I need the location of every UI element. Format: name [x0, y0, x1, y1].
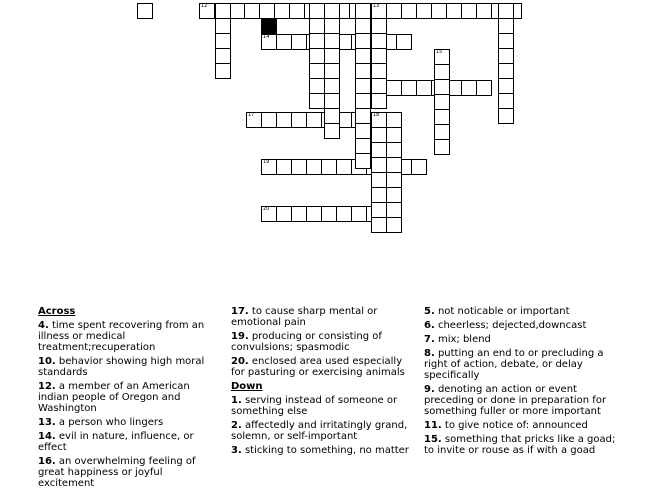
grid-cell[interactable]	[324, 48, 340, 64]
clue-across-16: 16. an overwhelming feeling of great happiness or joyful excitement	[38, 456, 196, 489]
grid-cell[interactable]	[386, 172, 402, 188]
clue-across-10: 10. behavior showing high moral standards	[38, 356, 205, 378]
grid-cell[interactable]	[199, 3, 215, 19]
grid-cell[interactable]	[355, 108, 371, 124]
grid-cell[interactable]	[324, 33, 340, 49]
grid-cell[interactable]	[386, 127, 402, 143]
grid-cell[interactable]	[434, 64, 450, 80]
grid-cell[interactable]	[291, 34, 307, 50]
grid-cell[interactable]	[324, 18, 340, 34]
grid-cell[interactable]	[411, 159, 427, 175]
grid-cell[interactable]	[355, 138, 371, 154]
grid-cell[interactable]	[355, 123, 371, 139]
grid-cell[interactable]	[476, 80, 492, 96]
grid-cell[interactable]	[351, 206, 367, 222]
grid-cell[interactable]	[401, 80, 417, 96]
grid-cell[interactable]	[498, 93, 514, 109]
grid-cell[interactable]	[306, 206, 322, 222]
grid-cell[interactable]	[355, 33, 371, 49]
clue-down-15: 15. something that pricks like a goad; to invite or rouse as if with a goad	[424, 434, 616, 456]
grid-cell[interactable]	[371, 172, 387, 188]
clue-across-14: 14. evil in nature, influence, or effect	[38, 431, 194, 453]
grid-cell[interactable]	[498, 48, 514, 64]
grid-cell[interactable]	[371, 127, 387, 143]
grid-cell[interactable]	[371, 63, 387, 79]
grid-cell[interactable]	[434, 139, 450, 155]
clue-down-7: 7. mix; blend	[424, 334, 491, 345]
grid-cell[interactable]	[498, 63, 514, 79]
cell-number: 18	[373, 112, 380, 118]
grid-cell[interactable]	[324, 123, 340, 139]
grid-cell[interactable]	[259, 3, 275, 19]
grid-cell[interactable]	[371, 78, 387, 94]
grid-cell[interactable]	[355, 93, 371, 109]
clue-down-3: 3. sticking to something, no matter	[231, 445, 409, 456]
grid-cell[interactable]	[371, 217, 387, 233]
grid-cell[interactable]	[321, 159, 337, 175]
grid-cell[interactable]	[461, 3, 477, 19]
grid-cell[interactable]	[371, 157, 387, 173]
grid-cell[interactable]	[498, 18, 514, 34]
grid-cell[interactable]	[246, 112, 262, 128]
grid-cell[interactable]	[276, 34, 292, 50]
grid-cell[interactable]	[355, 78, 371, 94]
grid-cell[interactable]	[434, 124, 450, 140]
grid-cell[interactable]	[386, 3, 402, 19]
clue-down-8: 8. putting an end to or precluding a right of action, debate, or delay specifically	[424, 348, 604, 381]
grid-cell[interactable]	[215, 33, 231, 49]
grid-cell[interactable]	[416, 3, 432, 19]
across-heading: Across	[38, 306, 76, 317]
cell-number: 19	[263, 159, 270, 165]
grid-cell[interactable]	[276, 206, 292, 222]
clue-down-2: 2. affectedly and irritatingly grand, solemn, or self-important	[231, 420, 408, 442]
clue-down-11: 11. to give notice of: announced	[424, 420, 588, 431]
grid-cell[interactable]	[324, 78, 340, 94]
cell-number: 14	[263, 34, 270, 40]
grid-cell[interactable]	[309, 3, 325, 19]
grid-cell[interactable]	[446, 3, 462, 19]
clue-across-12: 12. a member of an American indian people of Oregon and Washington	[38, 381, 190, 414]
cell-number: 20	[263, 206, 270, 212]
grid-cell[interactable]	[431, 3, 447, 19]
grid-cell[interactable]	[215, 18, 231, 34]
grid-cell[interactable]	[306, 159, 322, 175]
grid-cell[interactable]	[371, 187, 387, 203]
clue-down-1: 1. serving instead of someone or something else	[231, 395, 398, 417]
grid-cell[interactable]	[355, 153, 371, 169]
grid-cell[interactable]	[355, 18, 371, 34]
grid-cell[interactable]	[434, 49, 450, 65]
grid-cell[interactable]	[386, 217, 402, 233]
grid-cell[interactable]	[416, 80, 432, 96]
clue-across-13: 13. a person who lingers	[38, 417, 164, 428]
grid-cell[interactable]	[324, 93, 340, 109]
grid-cell[interactable]	[309, 33, 325, 49]
clues-column-1	[38, 306, 220, 492]
grid-cell[interactable]	[309, 63, 325, 79]
grid-cell[interactable]	[215, 63, 231, 79]
grid-cell[interactable]	[215, 3, 231, 19]
clue-across-17: 17. to cause sharp mental or emotional pain	[231, 306, 378, 328]
grid-cell[interactable]	[309, 48, 325, 64]
grid-cell[interactable]	[336, 206, 352, 222]
grid-cell[interactable]	[324, 108, 340, 124]
grid-cell[interactable]	[386, 157, 402, 173]
grid-cell[interactable]	[371, 112, 387, 128]
clue-down-5: 5. not noticable or important	[424, 306, 570, 317]
grid-cell[interactable]	[371, 18, 387, 34]
grid-cell[interactable]	[401, 3, 417, 19]
grid-cell[interactable]	[276, 159, 292, 175]
grid-cell[interactable]	[215, 48, 231, 64]
grid-cell[interactable]	[309, 18, 325, 34]
cell-number: 12	[201, 3, 208, 9]
grid-cell[interactable]	[371, 93, 387, 109]
grid-cell[interactable]	[261, 34, 277, 50]
grid-cell[interactable]	[498, 3, 514, 19]
grid-cell[interactable]	[261, 159, 277, 175]
grid-cell[interactable]	[434, 94, 450, 110]
clues-column-3	[424, 306, 620, 459]
grid-cell[interactable]	[261, 206, 277, 222]
grid-cell[interactable]	[261, 112, 277, 128]
grid-cell[interactable]	[434, 79, 450, 95]
grid-cell[interactable]	[229, 3, 245, 19]
grid-cell[interactable]	[291, 206, 307, 222]
grid-cell[interactable]	[498, 108, 514, 124]
grid-cell[interactable]	[434, 109, 450, 125]
clue-across-19: 19. producing or consisting of convulsions; spasmodic	[231, 331, 382, 353]
clues-column-2	[231, 306, 413, 459]
clue-down-6: 6. cheerless; dejected,downcast	[424, 320, 587, 331]
grid-cell[interactable]	[371, 202, 387, 218]
grid-cell[interactable]	[386, 80, 402, 96]
grid-cell[interactable]	[324, 63, 340, 79]
grid-cell[interactable]	[321, 206, 337, 222]
cell-number: 15	[436, 49, 443, 55]
grid-cell[interactable]	[355, 3, 371, 19]
grid-cell[interactable]	[386, 112, 402, 128]
grid-cell[interactable]	[371, 33, 387, 49]
grid-cell[interactable]	[291, 159, 307, 175]
grid-cell[interactable]	[371, 48, 387, 64]
grid-cell[interactable]	[137, 3, 153, 19]
clue-across-4: 4. time spent recovering from an illness or medical treatment;recuperation	[38, 320, 205, 353]
down-heading: Down	[231, 381, 263, 392]
grid-cell[interactable]	[309, 78, 325, 94]
black-square	[261, 18, 277, 34]
clue-down-9: 9. denoting an action or event preceding or done in preparation for something fuller or more important	[424, 384, 607, 417]
grid-cell[interactable]	[276, 112, 292, 128]
grid-cell[interactable]	[289, 3, 305, 19]
grid-cell[interactable]	[324, 3, 340, 19]
grid-cell[interactable]	[309, 93, 325, 109]
grid-cell[interactable]	[274, 3, 290, 19]
grid-cell[interactable]	[355, 63, 371, 79]
cell-number: 13	[373, 3, 380, 9]
grid-cell[interactable]	[386, 187, 402, 203]
grid-cell[interactable]	[396, 34, 412, 50]
clue-across-20: 20. enclosed area used especially for pasturing or exercising animals	[231, 356, 405, 378]
grid-cell[interactable]	[386, 142, 402, 158]
grid-cell[interactable]	[306, 112, 322, 128]
grid-cell[interactable]	[498, 78, 514, 94]
grid-cell[interactable]	[371, 142, 387, 158]
cell-number: 17	[248, 112, 255, 118]
grid-cell[interactable]	[244, 3, 260, 19]
grid-cell[interactable]	[336, 159, 352, 175]
grid-cell[interactable]	[498, 33, 514, 49]
grid-cell[interactable]	[476, 3, 492, 19]
grid-cell[interactable]	[386, 202, 402, 218]
grid-cell[interactable]	[291, 112, 307, 128]
grid-cell[interactable]	[371, 3, 387, 19]
grid-cell[interactable]	[461, 80, 477, 96]
grid-cell[interactable]	[355, 48, 371, 64]
